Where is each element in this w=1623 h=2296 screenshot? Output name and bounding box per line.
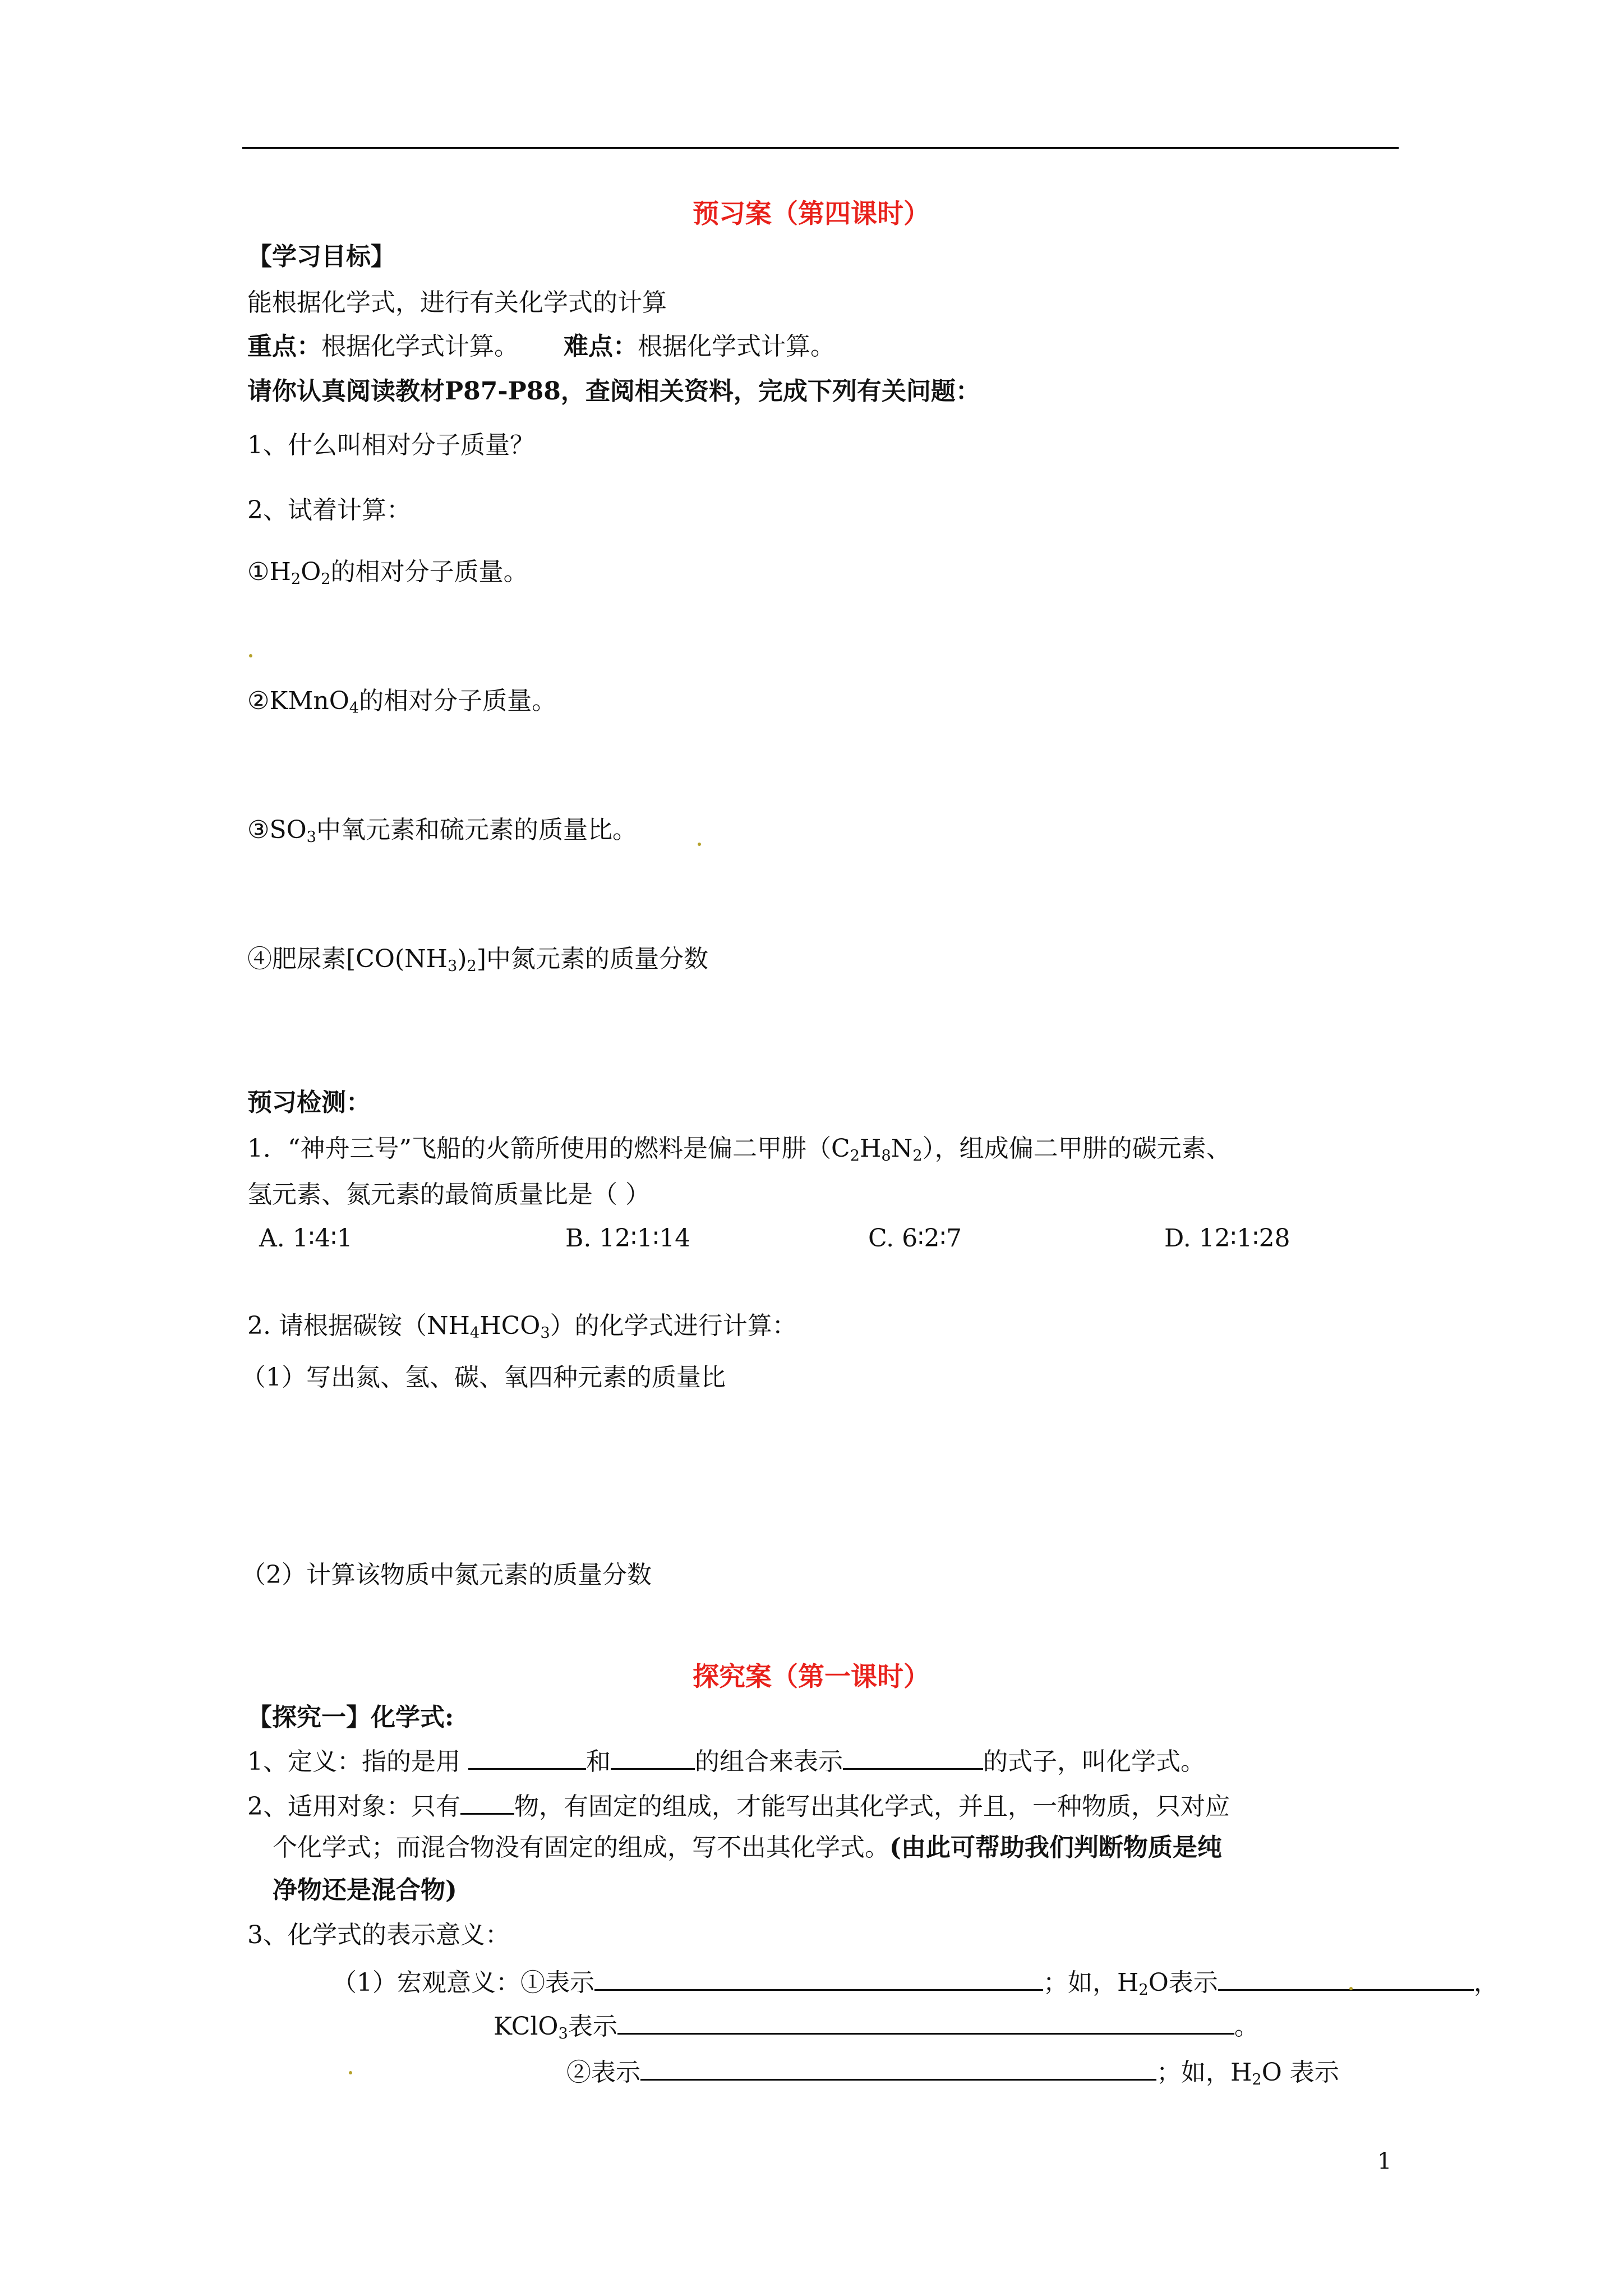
option-a: A. 1∶4∶1 <box>259 1224 353 1253</box>
check-heading: 预习检测： <box>247 1088 371 1117</box>
macro-meaning-kclo3: KClO$_3$表示 。 <box>494 2008 1259 2044</box>
preview-title: 预习案（第四课时） <box>693 199 930 229</box>
calc-item-2: ②KMnO$_4$的相对分子质量。 <box>247 687 557 717</box>
blank[interactable] <box>468 1743 586 1770</box>
scope-line-3: 净物还是混合物) <box>273 1876 457 1904</box>
speck <box>698 843 701 846</box>
macro-meaning-1: （1）宏观意义：①表示 ；如，$H_2O$表示 ， <box>332 1964 1498 2000</box>
reading-instruction: 请你认真阅读教材P87-P88，查阅相关资料，完成下列有关问题： <box>247 377 980 406</box>
blank[interactable] <box>617 2008 1234 2035</box>
explore-section-heading: 【探究一】化学式: <box>247 1703 454 1732</box>
option-b: B. 12∶1∶14 <box>565 1224 691 1253</box>
blank[interactable] <box>594 1964 1043 1991</box>
blank[interactable] <box>460 1788 514 1815</box>
question-2: 2、试着计算： <box>247 496 411 524</box>
macro-meaning-2: ②表示 ；如，$H_2O$ 表示 <box>566 2054 1339 2090</box>
explore-title: 探究案（第一课时） <box>693 1662 930 1692</box>
check-q2: 2. 请根据碳铵$(NH_4HCO_3)$的化学式进行计算： <box>247 1312 797 1342</box>
option-d: D. 12∶1∶28 <box>1164 1224 1290 1253</box>
calc-item-4: ④肥尿素$[CO(NH_3)_2]$中氮元素的质量分数 <box>247 945 709 975</box>
scope-line-1: 2、适用对象：只有 物，有固定的组成，才能写出其化学式，并且，一种物质，只对应 <box>247 1788 1230 1824</box>
calc-item-1: $①H_2O_2$的相对分子质量。 <box>247 558 528 588</box>
blank[interactable] <box>611 1743 695 1770</box>
question-1: 1、什么叫相对分子质量？ <box>247 431 534 459</box>
page-number: 1 <box>1377 2148 1392 2174</box>
check-q1-line1: 1．“神舟三号”飞船的火箭所使用的燃料是偏二甲肼$(C_2H_8N_2)$，组成偏二甲肼的碳元素、 <box>247 1134 1231 1165</box>
check-q2-part2: （2）计算该物质中氮元素的质量分数 <box>241 1561 652 1589</box>
objective-text: 能根据化学式，进行有关化学式的计算 <box>247 288 667 317</box>
key-difficulty-line <box>247 330 835 364</box>
objective-heading: 【学习目标】 <box>247 242 395 271</box>
difficulty-label: 难点： <box>564 332 638 361</box>
difficulty-text: 根据化学式计算。 <box>638 332 835 361</box>
key-label: 重点： <box>247 332 321 361</box>
meaning-heading: 3、化学式的表示意义： <box>247 1921 510 1949</box>
header-rule <box>242 147 1399 149</box>
check-q2-part1: （1）写出氮、氢、碳、氧四种元素的质量比 <box>241 1363 726 1392</box>
blank[interactable] <box>843 1743 983 1770</box>
check-q1-line2: 氢元素、氮元素的最简质量比是（ ） <box>247 1180 650 1209</box>
scope-line-2: 个化学式；而混合物没有固定的组成，写不出其化学式。(由此可帮助我们判断物质是纯 <box>273 1833 1222 1862</box>
key-text: 根据化学式计算。 <box>321 332 519 361</box>
definition-line: 1、定义：指的是用 和 的组合来表示 的式子，叫化学式。 <box>247 1743 1205 1779</box>
blank[interactable] <box>1218 1964 1474 1991</box>
option-c: C. 6∶2∶7 <box>868 1224 962 1253</box>
blank[interactable] <box>640 2054 1156 2081</box>
speck <box>349 2071 352 2074</box>
speck <box>1349 1987 1353 1990</box>
speck <box>249 654 252 657</box>
calc-item-3: $③SO_3$中氧元素和硫元素的质量比。 <box>247 816 638 846</box>
